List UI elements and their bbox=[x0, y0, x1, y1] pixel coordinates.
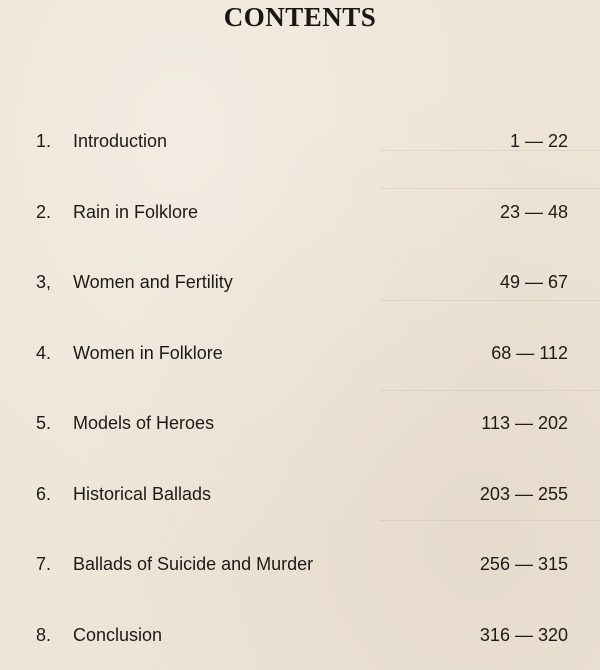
toc-entry-pages: 1 — 22 bbox=[509, 131, 568, 151]
toc-entry[interactable] bbox=[0, 549, 600, 579]
toc-entry[interactable] bbox=[0, 126, 600, 156]
toc-entry-pages: 203 — 255 bbox=[479, 484, 568, 504]
toc-entry-pages: 23 — 48 bbox=[499, 202, 568, 222]
toc-entry-pages: 113 — 202 bbox=[481, 413, 568, 433]
toc-entry[interactable] bbox=[0, 338, 600, 368]
toc-entry-number: 2. bbox=[36, 202, 52, 222]
toc-entry-title: Rain in Folklore bbox=[73, 202, 199, 222]
toc-entry[interactable] bbox=[0, 267, 600, 297]
toc-entry-number: 7. bbox=[36, 554, 52, 574]
toc-entry-pages: 68 — 112 bbox=[491, 343, 568, 363]
toc-entry-title: Ballads of Suicide and Murder bbox=[73, 554, 314, 574]
toc-entry[interactable] bbox=[0, 408, 600, 438]
toc-entry-pages: 49 — 67 bbox=[499, 272, 568, 292]
toc-entry-number: 1. bbox=[36, 131, 52, 151]
toc-entry[interactable] bbox=[0, 197, 600, 227]
toc-entry-pages: 256 — 315 bbox=[479, 554, 568, 574]
show-through-line bbox=[380, 300, 600, 301]
toc-entry-pages: 316 — 320 bbox=[479, 625, 568, 645]
toc-entry-title: Historical Ballads bbox=[73, 484, 212, 504]
toc-entry-number: 3, bbox=[36, 272, 52, 292]
toc-entry-title: Women in Folklore bbox=[73, 343, 223, 363]
toc-entry-title: Conclusion bbox=[73, 625, 163, 645]
show-through-line bbox=[380, 520, 600, 521]
toc-entry[interactable] bbox=[0, 620, 600, 650]
toc-entry-number: 4. bbox=[36, 343, 52, 363]
toc-entry[interactable] bbox=[0, 479, 600, 509]
toc-entry-title: Introduction bbox=[73, 131, 168, 151]
toc-entry-title: Women and Fertility bbox=[73, 272, 233, 292]
show-through-line bbox=[380, 390, 600, 391]
page-title: CONTENTS bbox=[223, 2, 377, 32]
toc-entry-number: 6. bbox=[36, 484, 52, 504]
toc-entry-number: 8. bbox=[36, 625, 52, 645]
toc-entry-number: 5. bbox=[36, 413, 52, 433]
show-through-line bbox=[380, 188, 600, 189]
toc-entry-title: Models of Heroes bbox=[73, 413, 215, 433]
